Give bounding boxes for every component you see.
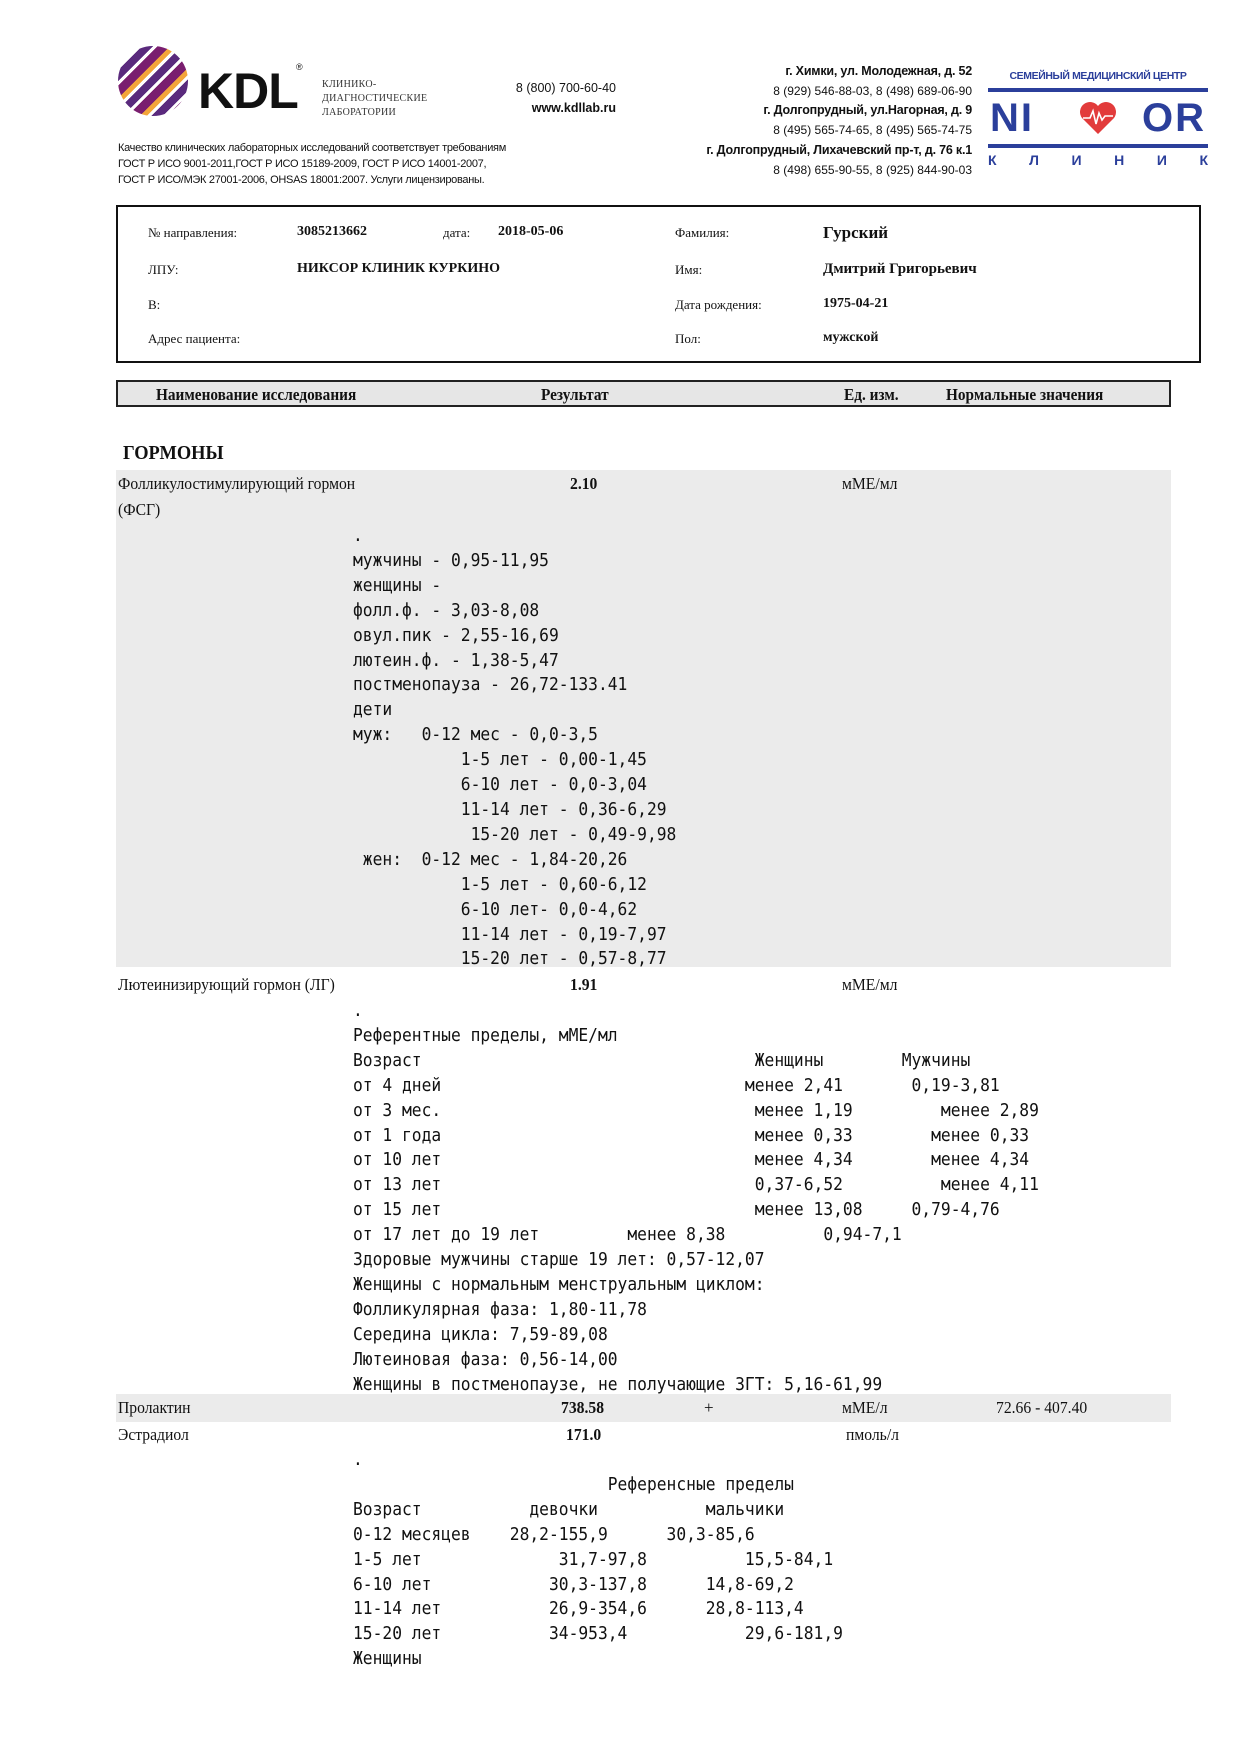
surname-value: Гурский — [823, 223, 889, 242]
reference-note-line: 1-5 лет - 0,00-1,45 — [353, 750, 647, 771]
kdl-subtitle — [322, 78, 427, 120]
reference-note-line: фолл.ф. - 3,03-8,08 — [353, 600, 540, 621]
reference-note-line: Женщины — [353, 1649, 422, 1670]
col-header-name: Наименование исследования — [156, 385, 357, 404]
kdl-brand-text: KDL — [198, 63, 298, 119]
reference-note-line: 6-10 лет- 0,0-4,62 — [353, 899, 638, 920]
reference-note-line: 11-14 лет - 0,36-6,29 — [353, 799, 667, 820]
reference-note-line: Фолликулярная фаза: 1,80-11,78 — [353, 1299, 647, 1320]
test-result: 1.91 — [570, 975, 598, 994]
test-unit: мМЕ/л — [842, 1398, 888, 1417]
reference-note-line: . — [353, 526, 363, 546]
reference-note-line: постменопауза - 26,72-133.41 — [353, 675, 628, 696]
reference-note-line: . — [353, 1450, 363, 1470]
name-value: Дмитрий Григорьевич — [823, 261, 977, 277]
v-label: В: — [148, 297, 161, 312]
clinic-phones: 8 (495) 565-74-65, 8 (495) 565-74-75 — [773, 123, 972, 138]
nixor-logo — [988, 70, 1208, 174]
results-table-header — [116, 380, 1171, 407]
lpu-value: НИКСОР КЛИНИК КУРКИНО — [297, 261, 501, 276]
reference-note-line: дети — [353, 700, 393, 721]
reference-note-line: 1-5 лет - 0,60-6,12 — [353, 874, 647, 895]
reference-note-line: 1-5 лет 31,7-97,8 15,5-84,1 — [353, 1549, 834, 1570]
reference-note-line: 15-20 лет - 0,49-9,98 — [353, 824, 677, 845]
reference-note-line: от 17 лет до 19 лет менее 8,38 0,94-7,1 — [353, 1225, 902, 1246]
reference-note-line: от 10 лет менее 4,34 менее 4,34 — [353, 1150, 1030, 1171]
nixor-letter: Л — [1029, 152, 1039, 168]
test-name-abbr: (ФСГ) — [118, 500, 161, 519]
test-result: 2.10 — [570, 474, 598, 493]
test-name: Фолликулостимулирующий гормон — [118, 474, 356, 493]
nixor-letter: И — [1156, 152, 1167, 168]
reference-note-line: 11-14 лет - 0,19-7,97 — [353, 924, 667, 945]
nixor-bar-bottom — [988, 144, 1208, 148]
test-reference-notes — [353, 1448, 843, 1672]
test-unit: мМЕ/мл — [842, 975, 898, 994]
reference-note-line: Середина цикла: 7,59-89,08 — [353, 1324, 608, 1345]
name-label: Имя: — [675, 262, 703, 277]
reference-note-line: Женщины с нормальным менструальным циклом: — [353, 1274, 765, 1295]
col-header-result: Результат — [541, 385, 609, 404]
reference-note-line: Здоровые мужчины старше 19 лет: 0,57-12,07 — [353, 1250, 765, 1271]
quality-line: Качество клинических лабораторных исследований соответствует требованиям — [118, 142, 506, 154]
nixor-tagline: СЕМЕЙНЫЙ МЕДИЦИНСКИЙ ЦЕНТР — [1009, 70, 1187, 82]
date-label: дата: — [443, 225, 471, 240]
reference-note-line: 0-12 месяцев 28,2-155,9 30,3-85,6 — [353, 1524, 755, 1545]
test-result: 171.0 — [566, 1425, 602, 1444]
reference-note-line: 6-10 лет 30,3-137,8 14,8-69,2 — [353, 1574, 794, 1595]
heart-icon — [1078, 98, 1118, 138]
reference-note-line: Референсные пределы — [353, 1474, 794, 1495]
referral-label: № направления: — [148, 225, 238, 240]
reference-note-line: Референтные пределы, мМЕ/мл — [353, 1025, 618, 1046]
clinic-address: г. Долгопрудный, ул.Нагорная, д. 9 — [763, 103, 972, 118]
kdl-contacts — [470, 78, 616, 118]
surname-label: Фамилия: — [675, 225, 730, 240]
test-normal-range: 72.66 - 407.40 — [996, 1398, 1088, 1417]
reference-note-line: Женщины в постменопаузе, не получающие ЗГТ: 5,16-61,99 — [353, 1374, 883, 1395]
reference-note-line: 15-20 лет - 0,57-8,77 — [353, 949, 667, 970]
col-header-unit: Ед. изм. — [844, 385, 899, 404]
reference-note-line: Лютеиновая фаза: 0,56-14,00 — [353, 1349, 618, 1370]
dob-label: Дата рождения: — [675, 297, 762, 312]
reference-note-line: 6-10 лет - 0,0-3,04 — [353, 775, 647, 796]
reference-note-line: Возраст девочки мальчики — [353, 1499, 785, 1520]
test-name: Эстрадиол — [118, 1425, 189, 1444]
referral-date: 2018-05-06 — [498, 224, 564, 239]
nixor-letter: К — [988, 152, 997, 168]
nixor-letter: Н — [1114, 152, 1125, 168]
nixor-name-right: OR — [1142, 96, 1206, 140]
patient-info-box — [116, 205, 1201, 363]
kdl-subtitle-line: ДИАГНОСТИЧЕСКИЕ — [322, 93, 428, 104]
reference-note-line: овул.пик - 2,55-16,69 — [353, 625, 559, 646]
reference-note-line: от 1 года менее 0,33 менее 0,33 — [353, 1125, 1030, 1146]
quality-statement — [118, 140, 618, 188]
referral-number: 3085213662 — [297, 224, 367, 239]
reference-note-line: мужчины - 0,95-11,95 — [353, 550, 549, 571]
quality-line: ГОСТ Р ИСО/МЭК 27001-2006, OHSAS 18001:2007. Услуги лицензированы. — [118, 174, 485, 186]
reference-note-line: . — [353, 1001, 363, 1021]
test-unit: мМЕ/мл — [842, 474, 898, 493]
test-name: Пролактин — [118, 1398, 191, 1417]
reference-note-line: от 4 дней менее 2,41 0,19-3,81 — [353, 1075, 1000, 1096]
clinic-phones: 8 (929) 546-88-03, 8 (498) 689-06-90 — [773, 83, 972, 98]
clinic-addresses — [628, 62, 972, 180]
dob-value: 1975-04-21 — [823, 296, 889, 311]
col-header-normal: Нормальные значения — [946, 385, 1104, 404]
reference-note-line: Возраст Женщины Мужчины — [353, 1050, 971, 1071]
nixor-name-left: NI — [990, 96, 1034, 140]
quality-line: ГОСТ Р ИСО 9001-2011,ГОСТ Р ИСО 15189-2009, ГОСТ Р ИСО 14001-2007, — [118, 158, 487, 170]
nixor-subtitle — [988, 152, 1208, 168]
lpu-label: ЛПУ: — [148, 262, 179, 277]
test-name: Лютеинизирующий гормон (ЛГ) — [118, 975, 335, 994]
kdl-subtitle-line: ЛАБОРАТОРИИ — [322, 107, 397, 118]
abnormal-flag: + — [704, 1398, 714, 1417]
kdl-logo — [118, 44, 448, 134]
kdl-website-link[interactable]: www.kdllab.ru — [531, 101, 616, 115]
address-label: Адрес пациента: — [148, 331, 241, 346]
reference-note-line: женщины - — [353, 575, 442, 596]
reference-note-line: 15-20 лет 34-953,4 29,6-181,9 — [353, 1624, 843, 1645]
kdl-subtitle-line: КЛИНИКО- — [322, 79, 377, 90]
reference-note-line: от 13 лет 0,37-6,52 менее 4,11 — [353, 1175, 1039, 1196]
kdl-phone: 8 (800) 700-60-40 — [515, 81, 616, 95]
sex-label: Пол: — [675, 331, 701, 346]
registered-mark: ® — [296, 62, 303, 72]
section-title: ГОРМОНЫ — [123, 442, 224, 464]
clinic-address: г. Долгопрудный, Лихачевский пр-т, д. 76 к.1 — [706, 142, 972, 157]
test-unit: пмоль/л — [846, 1425, 899, 1444]
test-reference-notes — [353, 999, 1039, 1398]
kdl-logo-sphere-icon — [118, 46, 188, 116]
reference-note-line: муж: 0-12 мес - 0,0-3,5 — [353, 725, 598, 746]
clinic-address: г. Химки, ул. Молодежная, д. 52 — [785, 64, 972, 78]
sex-value: мужской — [823, 330, 879, 345]
reference-note-line: жен: 0-12 мес - 1,84-20,26 — [353, 849, 628, 870]
reference-note-line: от 15 лет менее 13,08 0,79-4,76 — [353, 1200, 1000, 1221]
nixor-bar-top — [988, 88, 1208, 92]
reference-note-line: 11-14 лет 26,9-354,6 28,8-113,4 — [353, 1599, 804, 1620]
clinic-phones: 8 (498) 655-90-55, 8 (925) 844-90-03 — [773, 162, 972, 177]
test-result: 738.58 — [561, 1398, 605, 1417]
nixor-letter: К — [1199, 152, 1208, 168]
test-reference-notes — [353, 524, 676, 972]
nixor-letter: И — [1071, 152, 1082, 168]
reference-note-line: лютеин.ф. - 1,38-5,47 — [353, 650, 559, 671]
reference-note-line: от 3 мес. менее 1,19 менее 2,89 — [353, 1100, 1039, 1121]
